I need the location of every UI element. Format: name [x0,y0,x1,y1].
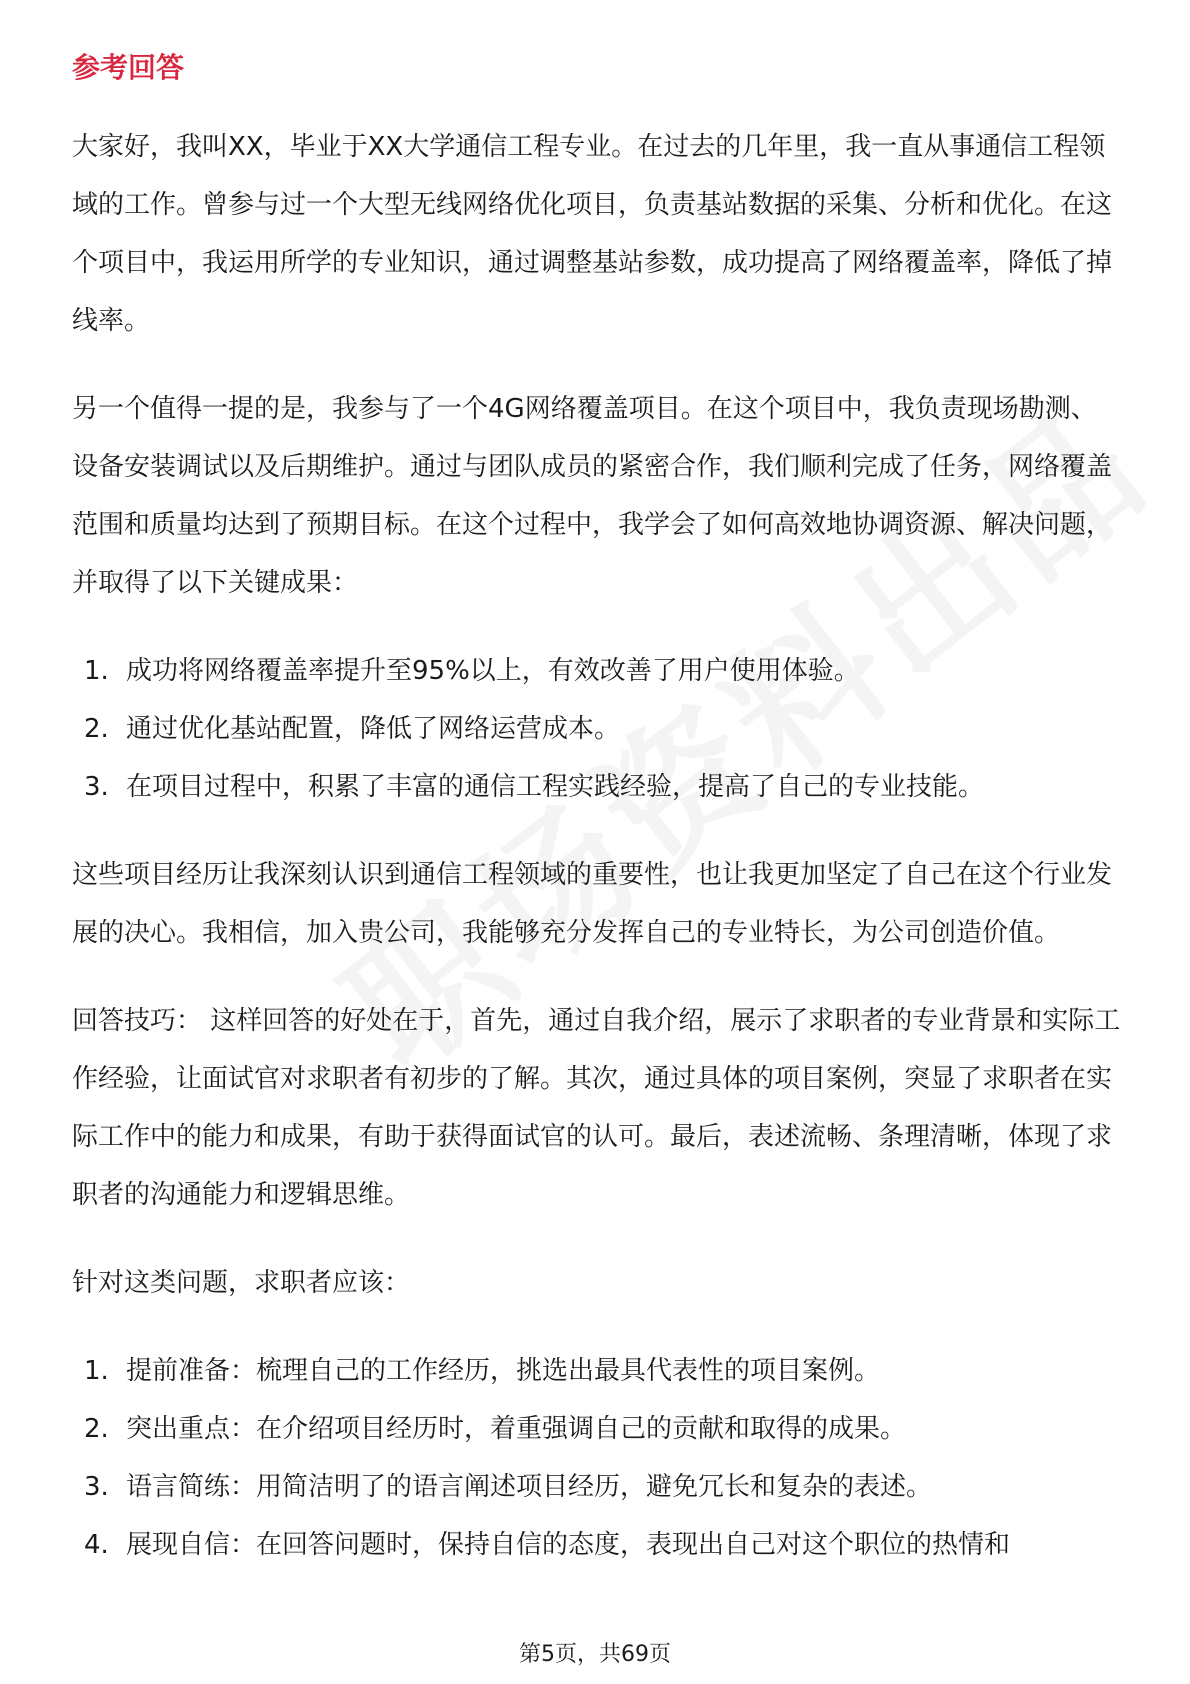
paragraph-advice-intro: 针对这类问题，求职者应该： [72,1268,411,1298]
page-footer: 第5页，共69页 [519,1642,671,1667]
list-item-text: 展现自信：在回答问题时，保持自信的态度，表现出自己对这个职位的热情和 [126,1530,1011,1560]
list-item-text: 突出重点：在介绍项目经历时，着重强调自己的贡献和取得的成果。 [126,1414,907,1444]
list-item [72,758,1122,816]
list-item [72,1400,1122,1458]
paragraph-tips: 回答技巧： 这样回答的好处在于，首先，通过自我介绍，展示了求职者的专业背景和实际工作经验，让面试官对求职者有初步的了解。其次，通过具体的项目案例，突显了求职者在实际工作中的能力和成果，有助于获得面试官的认可。最后，表述流畅、条理清晰，体现了求职者的沟通能力和逻辑思维。 [72,1006,1121,1210]
list-item [72,642,1122,700]
paragraph-conclusion: 这些项目经历让我深刻认识到通信工程领域的重要性，也让我更加坚定了自己在这个行业发展的决心。我相信，加入贵公司，我能够充分发挥自己的专业特长，为公司创造价值。 [72,860,1113,948]
advice-list [72,1342,1122,1574]
paragraph-4g-project: 另一个值得一提的是，我参与了一个4G网络覆盖项目。在这个项目中，我负责现场勘测、设备安装调试以及后期维护。通过与团队成员的紧密合作，我们顺利完成了任务，网络覆盖范围和质量均达到了预期目标。在这个过程中，我学会了如何高效地协调资源、解决问题，并取得了以下关键成果： [72,394,1113,598]
list-item-number: 4. [84,1530,109,1560]
content-body [72,118,1122,1604]
list-item-number: 1. [84,656,109,686]
list-item-text: 提前准备：梳理自己的工作经历，挑选出最具代表性的项目案例。 [126,1356,881,1386]
list-item-text: 通过优化基站配置，降低了网络运营成本。 [126,714,621,744]
list-item [72,1342,1122,1400]
list-item-number: 3. [84,772,109,802]
list-item [72,1516,1122,1574]
list-item-text: 语言简练：用简洁明了的语言阐述项目经历，避免冗长和复杂的表述。 [126,1472,933,1502]
section-heading: 参考回答 [72,51,185,84]
list-item-text: 在项目过程中，积累了丰富的通信工程实践经验，提高了自己的专业技能。 [126,772,985,802]
achievements-list [72,642,1122,816]
list-item-number: 2. [84,714,109,744]
paragraph-intro: 大家好，我叫XX，毕业于XX大学通信工程专业。在过去的几年里，我一直从事通信工程领域的工作。曾参与过一个大型无线网络优化项目，负责基站数据的采集、分析和优化。在这个项目中，我运用所学的专业知识，通过调整基站参数，成功提高了网络覆盖率，降低了掉线率。 [72,132,1113,336]
list-item-text: 成功将网络覆盖率提升至95%以上，有效改善了用户使用体验。 [126,656,860,686]
list-item-number: 3. [84,1472,109,1502]
list-item [72,700,1122,758]
list-item-number: 1. [84,1356,109,1386]
list-item-number: 2. [84,1414,109,1444]
list-item [72,1458,1122,1516]
